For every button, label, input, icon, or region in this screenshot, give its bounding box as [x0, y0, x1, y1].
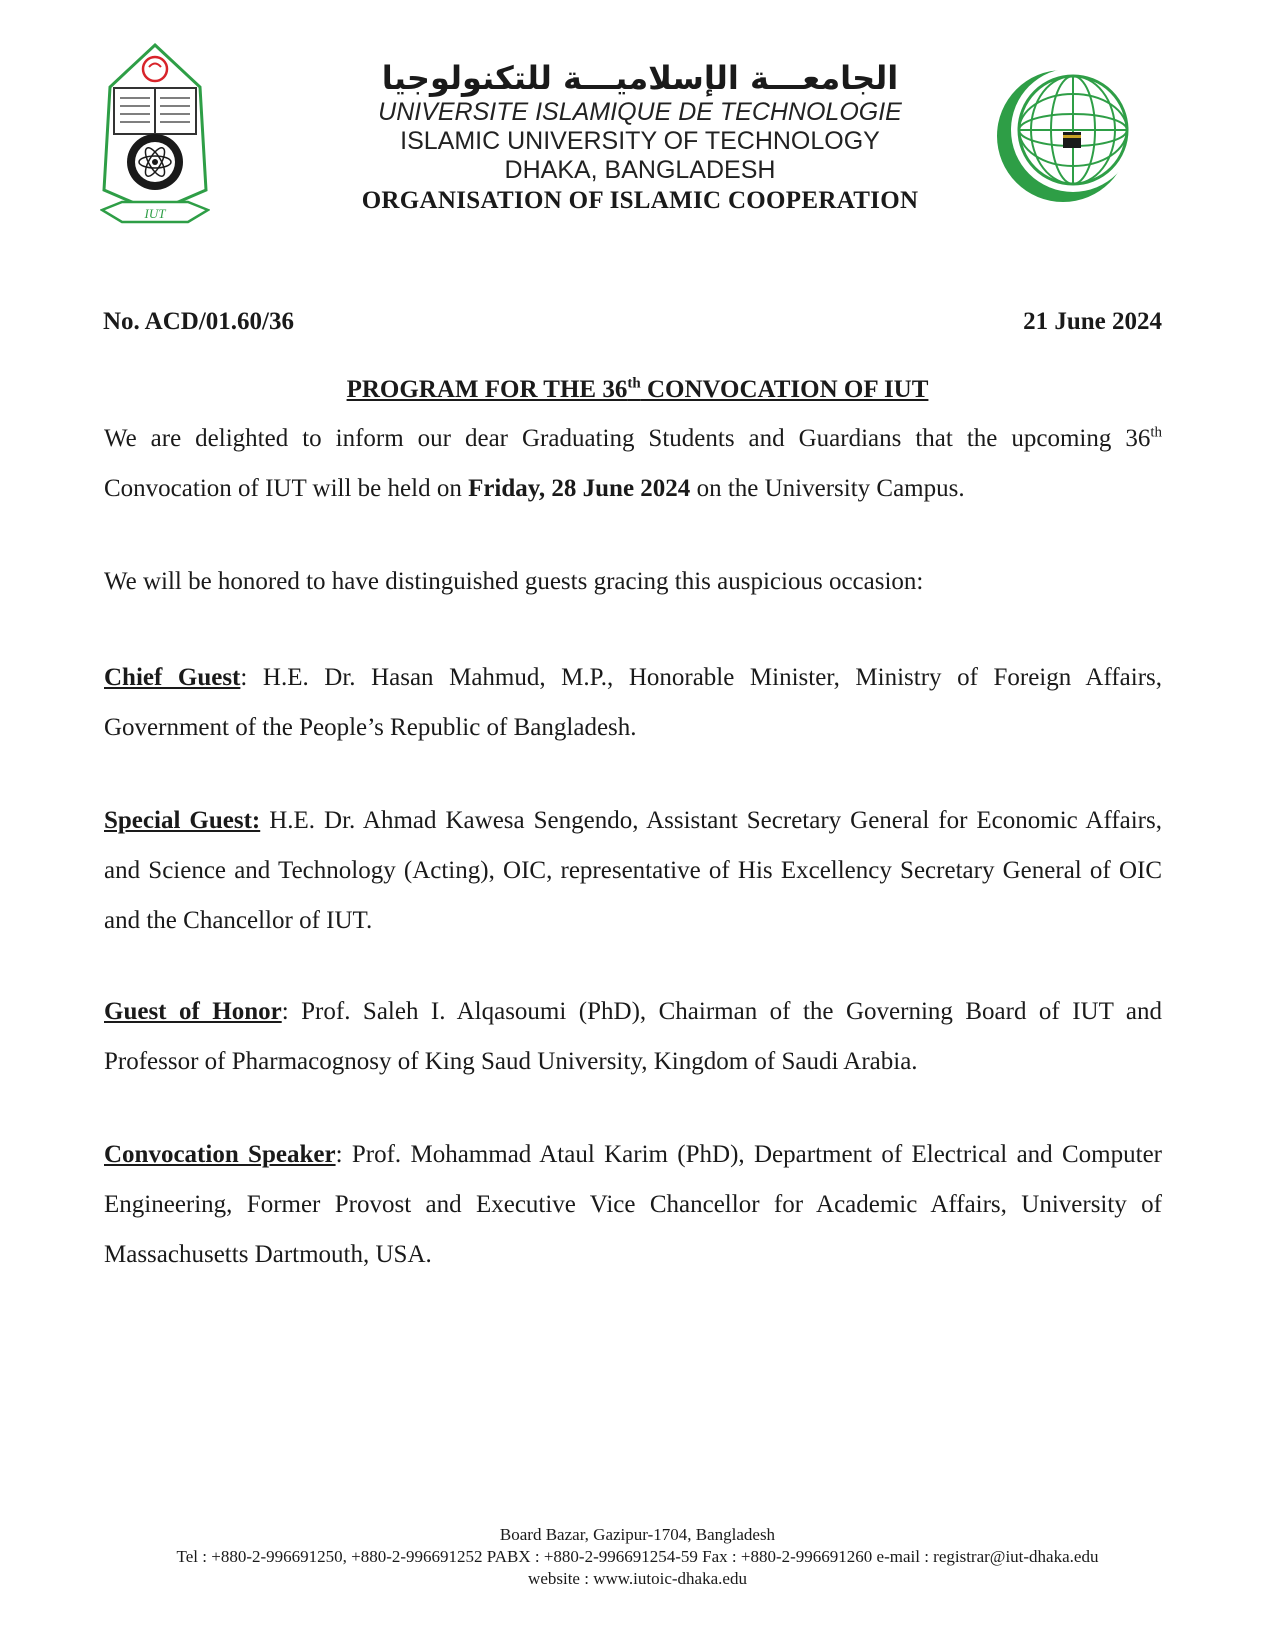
special-guest-label: Special Guest:: [104, 807, 261, 834]
convocation-speaker-paragraph: [104, 1130, 1162, 1280]
crest-ribbon-text: IUT: [144, 206, 166, 221]
footer-contacts: Tel : +880-2-996691250, +880-2-996691252 PABX : +880-2-996691254-59 Fax : +880-2-996691260 e-mail : registrar@iut-dhaka.edu: [176, 1547, 1099, 1566]
intro-superscript: th: [1150, 424, 1162, 441]
intro-text-1: We are delighted to inform our dear Graduating Students and Guardians that the upcoming 36: [104, 425, 1151, 452]
honored-paragraph: We will be honored to have distinguished guests gracing this auspicious occasion:: [104, 568, 924, 595]
oic-emblem-icon: [997, 66, 1137, 206]
footer-website: website : www.iutoic-dhaka.edu: [528, 1569, 747, 1588]
title-text-end: CONVOCATION OF IUT: [640, 376, 929, 403]
convocation-speaker-text: Prof. Mohammad Ataul Karim (PhD), Department of Electrical and Computer Engineering, Former Provost and Executive Vice Chancellor for Academic Affairs, University of Massachusetts Dartmouth, USA.: [104, 1141, 1162, 1268]
chief-guest-label: Chief Guest: [104, 664, 241, 691]
chief-guest-separator: :: [240, 664, 248, 691]
intro-text-3: on the University Campus.: [690, 475, 965, 502]
letterhead: [300, 58, 980, 216]
special-guest-text: H.E. Dr. Ahmad Kawesa Sengendo, Assistant Secretary General for Economic Affairs, and Science and Technology (Acting), OIC, representative of His Excellency Secretary General of OIC and the Chancellor of IUT.: [104, 807, 1162, 934]
guest-of-honor-text: Prof. Saleh I. Alqasoumi (PhD), Chairman of the Governing Board of IUT and Professor of Pharmacognosy of King Saud University, Kingdom of Saudi Arabia.: [104, 998, 1162, 1075]
iut-crest-icon: [100, 42, 210, 232]
arabic-university-name: الجامعـــة الإسلاميـــة للتكنولوجيا: [381, 59, 899, 97]
intro-paragraph: [104, 414, 1162, 514]
title-text-start: PROGRAM FOR THE 36: [346, 376, 628, 403]
chief-guest-paragraph: [104, 653, 1162, 753]
reference-number: No. ACD/01.60/36: [103, 308, 294, 335]
document-title: [0, 376, 1275, 404]
university-location: DHAKA, BANGLADESH: [504, 156, 776, 184]
guest-of-honor-paragraph: [104, 987, 1162, 1087]
guest-of-honor-label: Guest of Honor: [104, 998, 282, 1025]
french-university-name: UNIVERSITE ISLAMIQUE DE TECHNOLOGIE: [378, 98, 902, 126]
footer-address: Board Bazar, Gazipur-1704, Bangladesh: [499, 1525, 776, 1544]
title-superscript: th: [627, 375, 641, 392]
footer: [0, 1524, 1275, 1590]
organisation-name: ORGANISATION OF ISLAMIC COOPERATION: [361, 187, 919, 214]
document-date: 21 June 2024: [1023, 308, 1162, 335]
special-guest-paragraph: [104, 796, 1162, 946]
guest-of-honor-separator: :: [281, 998, 289, 1025]
convocation-speaker-separator: :: [335, 1141, 343, 1168]
intro-text-2: Convocation of IUT will be held on: [104, 475, 469, 502]
convocation-date: Friday, 28 June 2024: [468, 475, 691, 502]
convocation-speaker-label: Convocation Speaker: [104, 1141, 336, 1168]
english-university-name: ISLAMIC UNIVERSITY OF TECHNOLOGY: [400, 127, 880, 155]
chief-guest-text: H.E. Dr. Hasan Mahmud, M.P., Honorable Minister, Ministry of Foreign Affairs, Government of the People’s Republic of Bangladesh.: [104, 664, 1163, 741]
